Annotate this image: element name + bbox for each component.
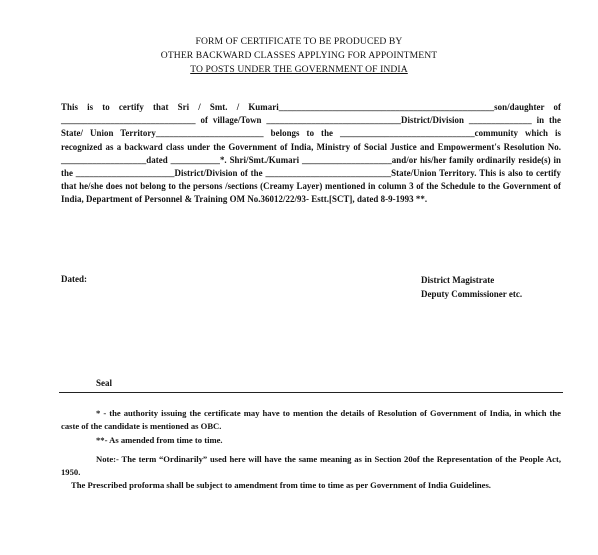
signatory-title-2: Deputy Commissioner etc. <box>421 288 523 299</box>
form-heading <box>0 35 598 77</box>
dated-label: Dated: <box>61 274 87 284</box>
signatory-block <box>421 274 522 301</box>
heading-line-2: OTHER BACKWARD CLASSES APPLYING FOR APPOINTMENT <box>160 50 438 61</box>
note-ordinarily: Note:- The term “Ordinarily” used here will have the same meaning as in Section 20of the Representation of the People Act, 1950. <box>61 453 561 478</box>
footnote-resolution: * - the authority issuing the certificate may have to mention the details of Resolution of Government of India, in which the caste of the candidate is mentioned as OBC. <box>61 408 561 432</box>
heading-line-3: TO POSTS UNDER THE GOVERNMENT OF INDIA <box>190 64 408 75</box>
seal-label: Seal <box>96 378 113 388</box>
note-proforma: The Prescribed proforma shall be subject to amendment from time to time as per Government of India Guidelines. <box>71 480 491 491</box>
heading-line-1: FORM OF CERTIFICATE TO BE PRODUCED BY <box>195 36 403 47</box>
footnotes <box>61 407 561 493</box>
signatory-title-1: District Magistrate <box>421 275 495 285</box>
certificate-body: This is to certify that Sri / Smt. / Kumari________________________________________________son/daughter of ______________________________ of village/Town ______________________________District/Division ______________ in the State/ Union Territory________________________ belongs to the ______________________________community which is recognized as a backward class under the Government of India, Ministry of Social Justice and Empowerment's Resolution No. ___________________dated ___________*. Shri/Smt./Kumari ____________________and/or his/her family ordinarily reside(s) in the ______________________District/Division of the ____________________________State/Union Territory. This is also to certify that he/she does not belong to the persons /sections (Creamy Layer) mentioned in column 3 of the Schedule to the Government of India, Department of Personnel & Training OM No.36012/22/93- Estt.[SCT], dated 8-9-1993 **. <box>61 102 561 205</box>
divider-line <box>59 392 563 393</box>
footnote-amended: **- As amended from time to time. <box>96 434 223 445</box>
